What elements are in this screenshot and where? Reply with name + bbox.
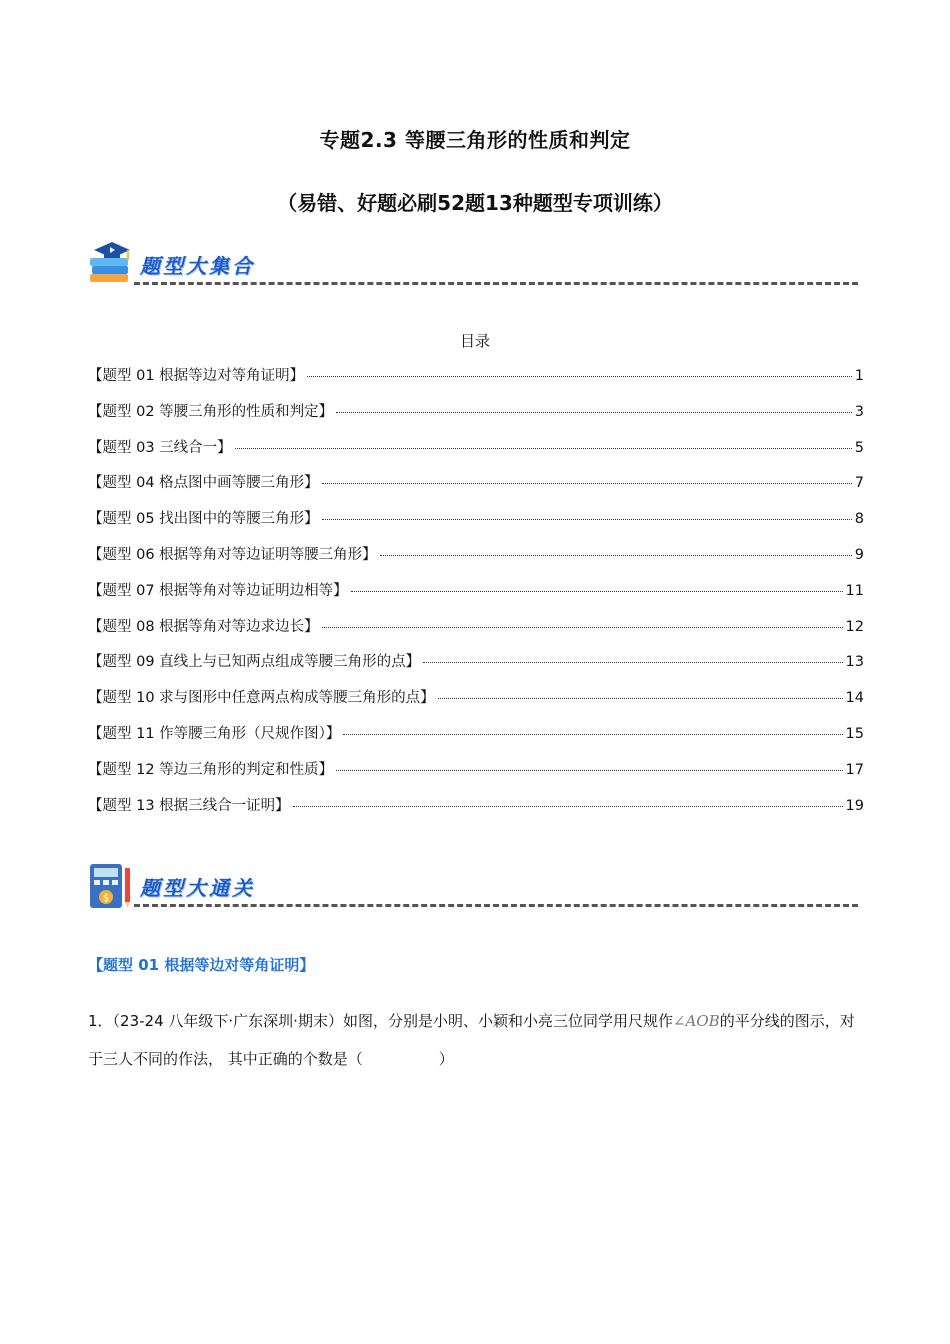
toc-item-page: 3 (854, 403, 864, 420)
toc-leader-dots (438, 698, 843, 699)
toc-leader-dots (343, 734, 842, 735)
banner-title: 题型大通关 (140, 876, 255, 900)
toc-leader-dots (322, 519, 852, 520)
book-graduation-cap-icon (88, 240, 134, 288)
toc-item[interactable] (88, 650, 864, 686)
toc-item-label: 【题型 08 根据等角对等边求边长】 (88, 618, 319, 635)
section-heading: 【题型 01 根据等边对等角证明】 (88, 956, 315, 974)
toc-item-page: 13 (845, 654, 864, 671)
toc-item-label: 【题型 10 求与图形中任意两点构成等腰三角形的点】 (88, 690, 435, 707)
toc-leader-dots (380, 555, 852, 556)
toc-item-page: 15 (845, 725, 864, 742)
toc-item-label: 【题型 03 三线合一】 (88, 439, 232, 456)
toc-leader-dots (351, 591, 843, 592)
toc-item-label: 【题型 12 等边三角形的判定和性质】 (88, 761, 334, 778)
toc-item-label: 【题型 07 根据等角对等边证明边相等】 (88, 582, 348, 599)
toc-item-page: 5 (854, 439, 864, 456)
banner-question-practice (88, 862, 858, 914)
question-1 (88, 1002, 858, 1078)
toc-item-label: 【题型 04 格点图中画等腰三角形】 (88, 475, 319, 492)
paren-close: ） (438, 1050, 454, 1068)
toc-item[interactable] (88, 722, 864, 758)
toc-title: 目录 (459, 332, 490, 350)
toc-item-page: 17 (845, 761, 864, 778)
toc-leader-dots (235, 448, 852, 449)
banner-divider (134, 282, 858, 285)
toc-item-page: 11 (845, 582, 864, 599)
toc-item[interactable] (88, 615, 864, 651)
toc-item-label: 【题型 05 找出图中的等腰三角形】 (88, 511, 319, 528)
svg-text:$: $ (102, 893, 110, 904)
toc-leader-dots (307, 376, 852, 377)
toc-leader-dots (336, 770, 842, 771)
toc-item[interactable] (88, 758, 864, 794)
toc-leader-dots (293, 806, 843, 807)
question-source: （23-24 八年级下·广东深圳·期末） (112, 1012, 343, 1030)
toc-item[interactable] (88, 543, 864, 579)
toc-item-label: 【题型 02 等腰三角形的性质和判定】 (88, 403, 334, 420)
toc-item-page: 19 (845, 797, 864, 814)
toc-item-page: 1 (854, 368, 864, 384)
toc-item[interactable] (88, 507, 864, 543)
toc-leader-dots (322, 483, 852, 484)
toc-item[interactable] (88, 686, 864, 722)
angle-aob-math: ∠AOB (672, 1012, 720, 1030)
toc-item[interactable] (88, 364, 864, 400)
toc-item-page: 14 (845, 690, 864, 707)
toc-item-page: 9 (854, 546, 864, 563)
page-title: 专题2.3 等腰三角形的性质和判定 (319, 128, 631, 152)
toc-item-label: 【题型 09 直线上与已知两点组成等腰三角形的点】 (88, 654, 421, 671)
toc-item-label: 【题型 11 作等腰三角形（尺规作图）】 (88, 725, 341, 742)
toc-item-page: 12 (845, 618, 864, 635)
banner-title: 题型大集合 (140, 254, 255, 278)
toc-item-page: 7 (854, 475, 864, 492)
toc-leader-dots (322, 627, 843, 628)
question-text: 如图，分别是小明、小颖和小亮三位同学用尺规作 (342, 1012, 673, 1030)
toc-item-label: 【题型 13 根据三线合一证明】 (88, 797, 290, 814)
calculator-icon (88, 862, 134, 910)
table-of-contents (88, 364, 864, 829)
toc-item-page: 8 (854, 511, 864, 528)
toc-item[interactable] (88, 794, 864, 830)
toc-item[interactable] (88, 436, 864, 472)
toc-item-label: 【题型 06 根据等角对等边证明等腰三角形】 (88, 546, 377, 563)
toc-item[interactable] (88, 579, 864, 615)
toc-item-label: 【题型 01 根据等边对等角证明】 (88, 368, 305, 384)
banner-question-types (88, 240, 858, 292)
page-subtitle: （易错、好题必刷52题13种题型专项训练） (277, 191, 673, 215)
banner-divider (134, 904, 858, 907)
question-number: 1． (88, 1012, 113, 1030)
toc-leader-dots (336, 412, 852, 413)
toc-leader-dots (423, 662, 842, 663)
question-text-cont: 的平分线的图示，对于三人不同的作法， 其中正确的个数是（ (88, 1012, 855, 1068)
toc-item[interactable] (88, 471, 864, 507)
toc-item[interactable] (88, 400, 864, 436)
